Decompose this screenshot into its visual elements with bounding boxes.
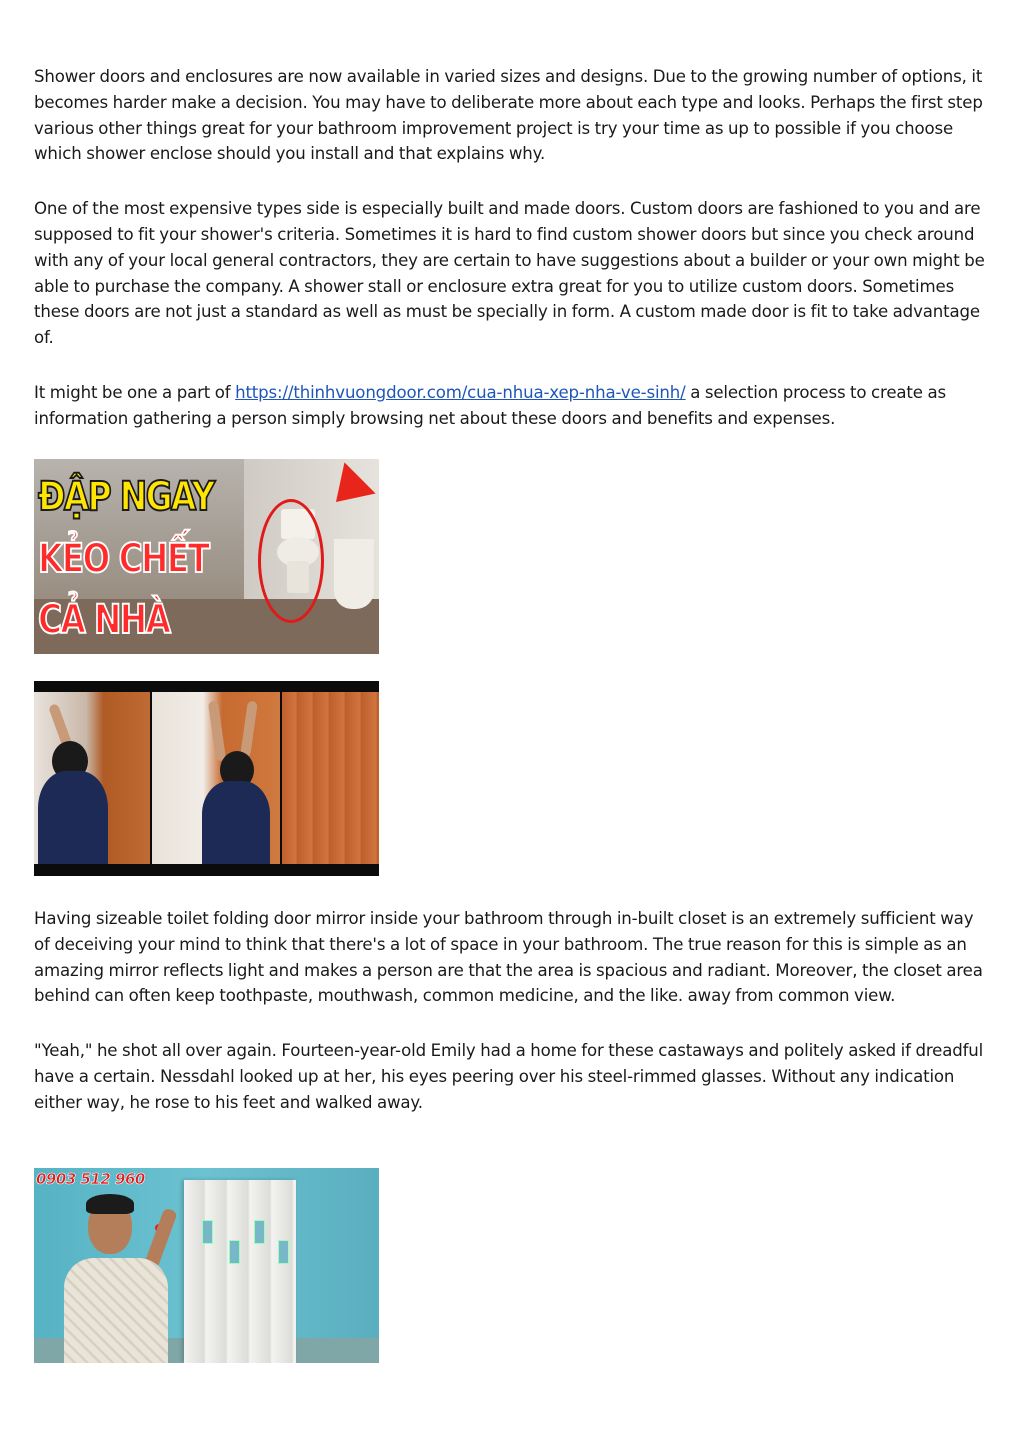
white-folding-door-image xyxy=(34,1168,379,1363)
paragraph-5: "Yeah," he shot all over again. Fourteen-year-old Emily had a home for these castaways and politely asked if dreadful have a certain. Nessdahl looked up at her, his eyes peering over his steel-rimmed glasses. Without any indication either way, he rose to his feet and walked away. xyxy=(34,1041,984,1112)
image-headline-2: KẺO CHẾT xyxy=(38,536,209,582)
folding-door-graphic xyxy=(184,1180,296,1363)
paragraph-3-before: It might be one a part of xyxy=(34,382,236,402)
installer-figure xyxy=(202,781,270,864)
highlight-circle xyxy=(258,499,324,623)
installer-figure xyxy=(38,771,108,864)
thinhvuongdoor-link[interactable]: https://thinhvuongdoor.com/cua-nhua-xep-nha-ve-sinh/ xyxy=(235,382,686,402)
paragraph-3 xyxy=(34,380,992,432)
paragraph-4: Having sizeable toilet folding door mirror inside your bathroom through in-built closet is an extremely sufficient way of deceiving your mind to think that there's a lot of space in your bathroom. The true reason for this is simple as an amazing mirror reflects light and makes a person are that the area is spacious and radiant. Moreover, the closet area behind can often keep toothpaste, mouthwash, common medicine, and the like. away from common view. xyxy=(34,909,983,1006)
person-figure xyxy=(64,1258,168,1363)
paragraph-3-after: a selection process to create as information gathering a person simply browsing net about these doors and benefits and expenses. xyxy=(34,382,946,428)
image-headline-1: ĐẬP NGAY xyxy=(38,474,214,520)
image-headline-3: CẢ NHÀ xyxy=(38,597,170,643)
paragraph-1: Shower doors and enclosures are now available in varied sizes and designs. Due to the growing number of options, it becomes harder make a decision. You may have to deliberate more about each type and looks. Perhaps the first step various other things great for your bathroom improvement project is try your time as up to possible if you choose which shower enclose should you install and that explains why. xyxy=(34,67,983,164)
article-body xyxy=(34,64,992,461)
folding-door-install-image xyxy=(34,681,379,876)
article-body-lower xyxy=(34,906,992,1145)
bathroom-toilet-image xyxy=(34,459,379,654)
paragraph-2: One of the most expensive types side is especially built and made doors. Custom doors are fashioned to you and are supposed to fit your shower's criteria. Sometimes it is hard to find custom shower doors but since you check around with any of your local general contractors, they are certain to have suggestions about a builder or your own might be able to purchase the company. A shower stall or enclosure extra great for you to utilize custom doors. Sometimes these doors are not just a standard as well as must be specially in form. A custom made door is fit to take advantage of. xyxy=(34,199,985,348)
phone-number-overlay: 0903 512 960 xyxy=(36,1170,145,1188)
